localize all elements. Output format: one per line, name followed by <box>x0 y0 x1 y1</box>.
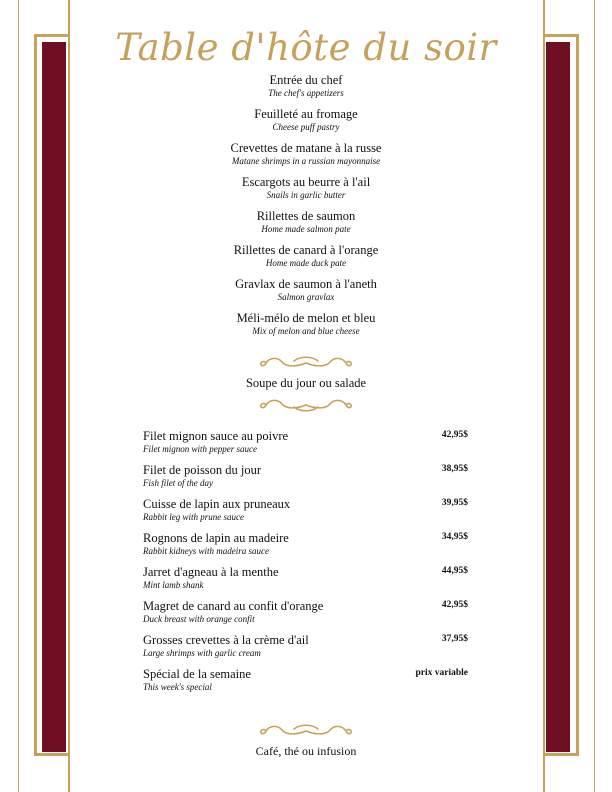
menu-title: Table d'hôte du soir <box>115 26 497 69</box>
main-course-name: Spécial de la semaine <box>143 667 251 681</box>
entree-name: Feuilleté au fromage <box>254 107 358 121</box>
entree-translation: Home made salmon pate <box>261 224 351 234</box>
main-course-name: Cuisse de lapin aux pruneaux <box>143 497 291 511</box>
main-course-name: Filet de poisson du jour <box>143 463 262 477</box>
main-course-price: 39,95$ <box>441 498 468 508</box>
entree-name: Crevettes de matane à la russe <box>230 141 382 155</box>
main-course-translation: Mint lamb shank <box>143 580 204 590</box>
main-course-price: 42,95$ <box>441 600 468 610</box>
entree-item <box>0 209 612 235</box>
coffee-line: Café, thé ou infusion <box>255 744 357 758</box>
main-course-item <box>143 531 468 557</box>
entree-item <box>0 243 612 269</box>
entree-translation: Mix of melon and blue cheese <box>252 326 360 336</box>
soup-line: Soupe du jour ou salade <box>245 376 367 390</box>
main-course-item <box>143 599 468 625</box>
main-course-name: Jarret d'agneau à la menthe <box>143 565 279 579</box>
scroll-flourish-icon <box>258 722 354 740</box>
main-course-translation: Fish filet of the day <box>143 478 213 488</box>
main-course-price: 34,95$ <box>441 532 468 542</box>
main-course-name: Grosses crevettes à la crème d'ail <box>143 633 309 647</box>
entree-translation: Salmon gravlax <box>277 292 335 302</box>
main-course-translation: Filet mignon with pepper sauce <box>143 444 257 454</box>
entree-name: Escargots au beurre à l'ail <box>241 175 371 189</box>
entree-translation: Matane shrimps in a russian mayonnaise <box>231 156 381 166</box>
entree-item <box>0 107 612 133</box>
main-course-item <box>143 497 468 523</box>
main-course-price: 44,95$ <box>441 566 468 576</box>
main-course-name: Filet mignon sauce au poivre <box>143 429 289 443</box>
main-course-translation: Large shrimps with garlic cream <box>143 648 261 658</box>
scroll-flourish-icon <box>258 354 354 372</box>
entree-name: Rillettes de canard à l'orange <box>233 243 379 257</box>
main-course-price: 38,95$ <box>441 464 468 474</box>
entree-name: Méli-mélo de melon et bleu <box>236 311 376 325</box>
entree-item <box>0 311 612 337</box>
scroll-flourish-icon <box>258 396 354 414</box>
main-course-item <box>143 633 468 659</box>
main-course-price: prix variable <box>415 668 468 678</box>
main-course-item <box>143 565 468 591</box>
entree-name: Rillettes de saumon <box>256 209 356 223</box>
main-course-price: 37,95$ <box>441 634 468 644</box>
main-course-name: Rognons de lapin au madeire <box>143 531 289 545</box>
entree-item <box>0 175 612 201</box>
entree-translation: Home made duck pate <box>265 258 347 268</box>
main-course-price: 42,95$ <box>441 430 468 440</box>
main-course-translation: Rabbit kidneys with madeira sauce <box>143 546 269 556</box>
entree-item <box>0 141 612 167</box>
entree-item <box>0 277 612 303</box>
entree-translation: The chef's appetizers <box>268 88 344 98</box>
main-course-name: Magret de canard au confit d'orange <box>143 599 324 613</box>
entree-name: Entrée du chef <box>269 73 343 87</box>
entree-item <box>0 73 612 99</box>
main-course-item <box>143 667 468 693</box>
main-course-translation: Duck breast with orange confit <box>143 614 255 624</box>
main-course-item <box>143 463 468 489</box>
entree-name: Gravlax de saumon à l'aneth <box>235 277 377 291</box>
entree-translation: Snails in garlic butter <box>266 190 346 200</box>
main-course-translation: This week's special <box>143 682 212 692</box>
entree-translation: Cheese puff pastry <box>272 122 340 132</box>
main-course-translation: Rabbit leg with prune sauce <box>143 512 244 522</box>
main-course-item <box>143 429 468 455</box>
